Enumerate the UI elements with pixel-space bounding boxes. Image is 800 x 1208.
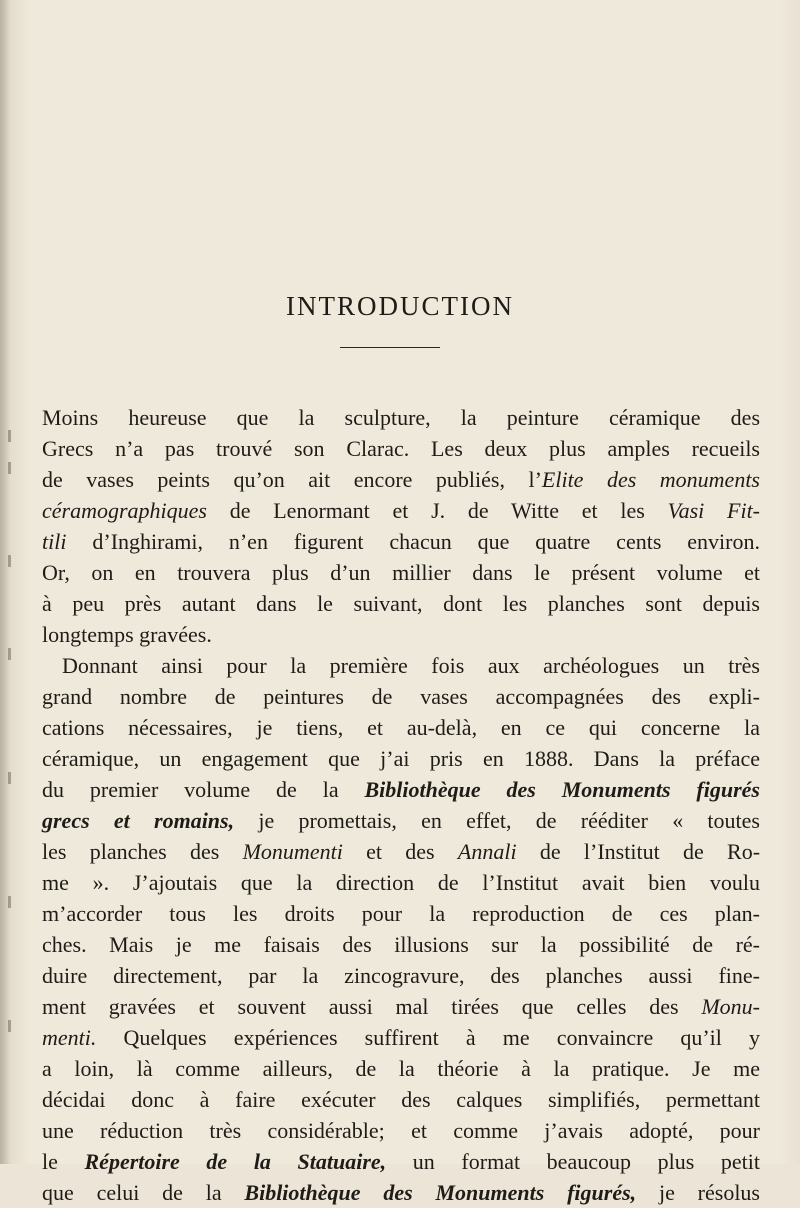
text-line [42, 495, 760, 526]
text-segment: décidai donc à faire exécuter des calques simplifiés, permettant [42, 1087, 760, 1112]
text-line [42, 1146, 760, 1177]
text-line [42, 1177, 760, 1208]
text-segment: a loin, là comme ailleurs, de la théorie à la pratique. Je me [42, 1056, 760, 1081]
emphasized-title: céramographiques [42, 498, 207, 523]
text-line [42, 774, 760, 805]
emphasized-title: Répertoire de la Statuaire, [84, 1149, 387, 1174]
emphasized-title: tili [42, 529, 67, 554]
text-line [42, 1084, 760, 1115]
edge-mark [8, 648, 11, 660]
text-segment: je promettais, en effet, de rééditer « toutes [234, 808, 760, 833]
text-segment: du premier volume de la [42, 777, 365, 802]
edge-mark [8, 1020, 11, 1032]
edge-mark [8, 896, 11, 908]
edge-mark [8, 462, 11, 474]
text-line [42, 681, 760, 712]
text-line [42, 1115, 760, 1146]
text-segment: Moins heureuse que la sculpture, la peinture céramique des [42, 405, 760, 430]
heading-rule [340, 347, 440, 348]
text-line [42, 960, 760, 991]
text-segment: Donnant ainsi pour la première fois aux archéologues un très [62, 653, 760, 678]
text-line [42, 867, 760, 898]
text-segment: ment gravées et souvent aussi mal tirées que celles des [42, 994, 702, 1019]
text-segment: céramique, un engagement que j’ai pris en 1888. Dans la préface [42, 746, 760, 771]
text-line [42, 557, 760, 588]
binding-gutter-shadow [0, 0, 10, 1164]
text-segment: et des [342, 839, 458, 864]
text-segment: cations nécessaires, je tiens, et au-delà, en ce qui concerne la [42, 715, 760, 740]
text-segment: un format beaucoup plus petit [386, 1149, 760, 1174]
text-line [42, 526, 760, 557]
emphasized-title: menti. [42, 1025, 97, 1050]
text-line [42, 464, 760, 495]
text-segment: Or, on en trouvera plus d’un millier dans le présent volume et [42, 560, 760, 585]
emphasized-title: Elite des monuments [541, 467, 760, 492]
text-line [42, 712, 760, 743]
text-segment: me ». J’ajoutais que la direction de l’Institut avait bien voulu [42, 870, 760, 895]
emphasized-title: Bibliothèque des Monuments figurés [364, 777, 760, 802]
text-segment: de vases peints qu’on ait encore publiés, l’ [42, 467, 542, 492]
text-line [42, 898, 760, 929]
text-segment: de l’Institut de Ro- [516, 839, 761, 864]
text-line [42, 650, 760, 681]
emphasized-title: grecs et romains, [42, 808, 235, 833]
text-segment: le [42, 1149, 85, 1174]
text-segment: à peu près autant dans le suivant, dont les planches sont depuis [42, 591, 760, 616]
text-line [42, 836, 760, 867]
emphasized-title: Monu- [701, 994, 760, 1019]
text-segment: je résolus [636, 1180, 760, 1205]
text-line [42, 619, 760, 650]
text-line [42, 1022, 760, 1053]
text-segment: grand nombre de peintures de vases accompagnées des expli- [42, 684, 760, 709]
edge-mark [8, 772, 11, 784]
text-segment: duire directement, par la zincogravure, des planches aussi fine- [42, 963, 760, 988]
emphasized-title: Annali [457, 839, 517, 864]
text-line [42, 433, 760, 464]
text-segment: d’Inghirami, n’en figurent chacun que quatre cents environ. [66, 529, 760, 554]
text-segment: longtemps gravées. [42, 622, 212, 647]
text-segment: une réduction très considérable; et comme j’avais adopté, pour [42, 1118, 760, 1143]
text-line [42, 1053, 760, 1084]
text-segment: que celui de la [42, 1180, 245, 1205]
emphasized-title: Monumenti [242, 839, 343, 864]
text-line [42, 588, 760, 619]
text-segment: m’accorder tous les droits pour la reproduction de ces plan- [42, 901, 760, 926]
text-segment: ches. Mais je me faisais des illusions sur la possibilité de ré- [42, 932, 760, 957]
edge-mark [8, 555, 11, 567]
body-text [42, 402, 760, 1208]
text-segment: les planches des [42, 839, 243, 864]
text-segment: Quelques expériences suffirent à me convaincre qu’il y [96, 1025, 760, 1050]
emphasized-title: Vasi Fit- [667, 498, 761, 523]
text-segment: de Lenormant et J. de Witte et les [206, 498, 668, 523]
text-line [42, 743, 760, 774]
text-line [42, 929, 760, 960]
text-line [42, 805, 760, 836]
edge-mark [8, 430, 11, 442]
chapter-heading: INTRODUCTION [286, 291, 514, 321]
text-line [42, 991, 760, 1022]
emphasized-title: Bibliothèque des Monuments figurés, [244, 1180, 637, 1205]
text-segment: Grecs n’a pas trouvé son Clarac. Les deux plus amples recueils [42, 436, 760, 461]
text-line [42, 402, 760, 433]
